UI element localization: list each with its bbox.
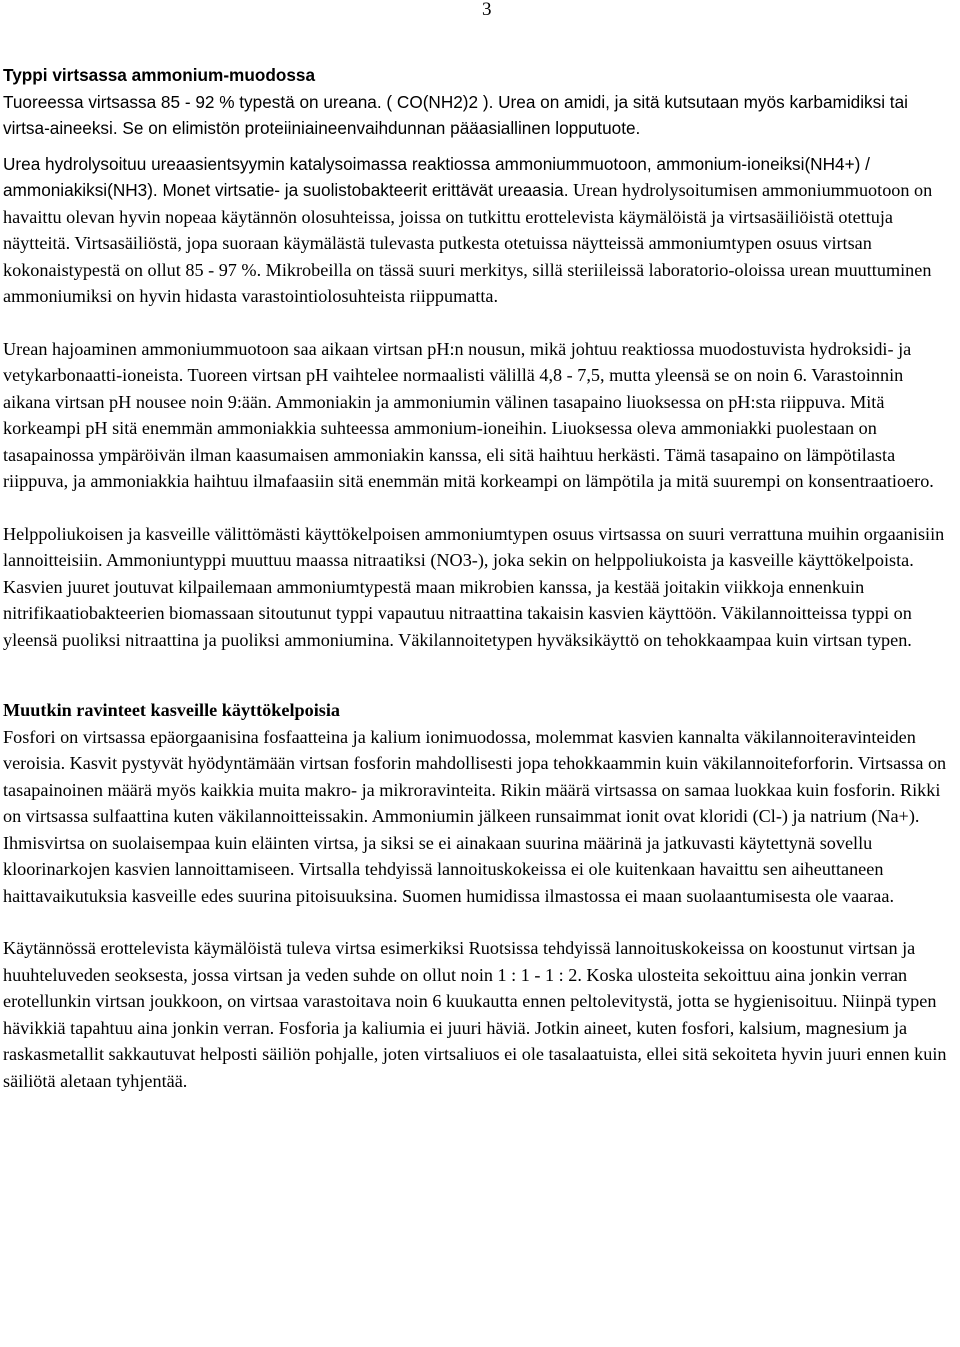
paragraph-urea-hydrolysis [3, 151, 955, 310]
paragraph-ph: Urean hajoaminen ammoniummuotoon saa aikaan virtsan pH:n nousun, mikä johtuu reaktiossa muodostuvista hydroksidi- ja vetykarbonaatti-ioneista. Tuoreen virtsan pH vaihtelee normaalisti välillä 4,8 - 7,5, mutta yleensä se on noin 6. Varastoinnin aikana virtsan pH nousee noin 9:ään. Ammoniakin ja ammoniumin välinen tasapaino liuoksessa on pH:sta riippuva. Mitä korkeampi pH sitä enemmän ammoniakkia suhteessa ammonium-ioneihin. Liuoksessa oleva ammoniakki puolestaan on tasapainossa ympäröivän ilman kaasumaisen ammoniakin kanssa, eli sitä haihtuu herkästi. Tämä tasapaino on lämpötilasta riippuva, ja ammoniakkia haihtuu ilmafaasiin sitä enemmän mitä korkeampi on lämpötila ja mitä suurempi on konsentraatioero. [3, 338, 934, 491]
page-number: 3 [482, 0, 492, 20]
section-heading-nutrients: Muutkin ravinteet kasveille käyttökelpoisia [3, 700, 340, 720]
paragraph-urea-intro: Tuoreessa virtsassa 85 - 92 % typestä on ureana. ( CO(NH2)2 ). Urea on amidi, ja sitä kutsutaan myös karbamidiksi tai virtsa-aineeksi. Se on elimistön proteiiniaineenvaihdunnan pääasiallinen lopputuote. [3, 91, 908, 138]
paragraph-urea-hydrolysis-serif: Urean hydrolysoitumisen ammoniummuotoon on havaittu olevan hyvin nopeaa käytännön olosuhteissa, joissa on tutkittu erottelevista käymälöistä ja virtsasäiliöistä otettuja näytteitä. Virtsasäiliöstä, jopa suoraan käymälästä tulevasta putkesta otetuissa näytteissä ammoniumtypen osuus virtsan kokonaistypestä on ollut 85 - 97 %. Mikrobeilla on tässä suuri merkitys, sillä steriileissä laboratorio-oloissa urean muuttuminen ammoniumiksi on hyvin hidasta varastointiolosuhteista riippumatta. [3, 180, 933, 306]
section-heading-nitrogen: Typpi virtsassa ammonium-muodossa [3, 65, 316, 85]
paragraph-phosphorus-potassium: Fosfori on virtsassa epäorgaanisina fosfaatteina ja kalium ionimuodossa, molemmat kasvien kannalta väkilannoiteravinteiden veroisia. Kasvit pystyvät hyödyntämään virtsan fosforin mahdollisesti jopa tehokkaammin kuin väkilannoiteforforin. Virtsassa on tasapainoinen määrä myös kaikkia muita makro- ja mikroravinteita. Rikin määrä virtsassa on samaa luokkaa kuin fosforin. Rikki on virtsassa sulfaattina kuten väkilannoitteissakin. Ammoniumin jälkeen runsaimmat ionit ovat kloridi (Cl-) ja natrium (Na+). Ihmisvirtsa on suolaisempaa kuin eläinten virtsa, ja siksi se ei ainakaan suurina määrinä ja jatkuvasti käytettynä sovellu kloorinarkojen kasvien lannoittamiseen. Virtsalla tehdyissä lannoituskokeissa ei ole kuitenkaan havaittu sen aiheuttaneen haittavaikutuksia kasveille edes suurina pitoisuuksina. Suomen humidissa ilmastossa ei maan suolaantumisesta ole vaaraa. [3, 726, 947, 906]
paragraph-practice: Käytännössä erottelevista käymälöistä tuleva virtsa esimerkiksi Ruotsissa tehdyissä lannoituskokeissa on koostunut virtsan ja huuhteluveden seoksesta, jossa virtsan ja veden suhde on ollut noin 1 : 1 - 1 : 2. Koska ulosteita sekoittuu aina jonkin verran erotellunkin virtsan joukkoon, on virtsaa varastoitava noin 6 kuukautta ennen peltolevitystä, jotta se hygienisoituu. Niinpä typen hävikkiä tapahtuu aina jonkin verran. Fosforia ja kaliumia ei juuri häviä. Jotkin aineet, kuten fosfori, kalsium, magnesium ja raskasmetallit sakkautuvat helposti säiliön pohjalle, joten virtsaliuos ei ole tasalaatuista, ellei sitä sekoiteta hyvin juuri ennen kuin säiliötä aletaan tyhjentää. [3, 938, 947, 1091]
paragraph-urea-hydrolysis-sans: Urea hydrolysoituu ureaasientsyymin katalysoimassa reaktiossa ammoniummuotoon, ammonium-ioneiksi(NH4+) / ammoniakiksi(NH3). Monet virtsatie- ja suolistobakteerit erittävät ureaasia. [3, 153, 870, 200]
paragraph-ammonium-availability: Helppoliukoisen ja kasveille välittömästi käyttökelpoisen ammoniumtypen osuus virtsassa on suuri verrattuna muihin orgaanisiin lannoitteisiin. Ammoniuntyppi muuttuu maassa nitraatiksi (NO3-), joka sekin on helppoliukoista ja kasveille käyttökelpoista. Kasvien juuret joutuvat kilpailemaan ammoniumtypestä maan mikrobien kanssa, ja kestää joitakin viikkoja ennenkuin nitrifikaatiobakteerien biomassaan sitoutunut typpi vapautuu nitraattina takaisin kasvien käyttöön. Väkilannoitteissa typpi on yleensä puoliksi nitraattina ja puoliksi ammoniumina. Väkilannoitetypen hyväksikäyttö on tehokkaampaa kuin virtsan typen. [3, 523, 945, 650]
document-body [3, 62, 955, 1094]
